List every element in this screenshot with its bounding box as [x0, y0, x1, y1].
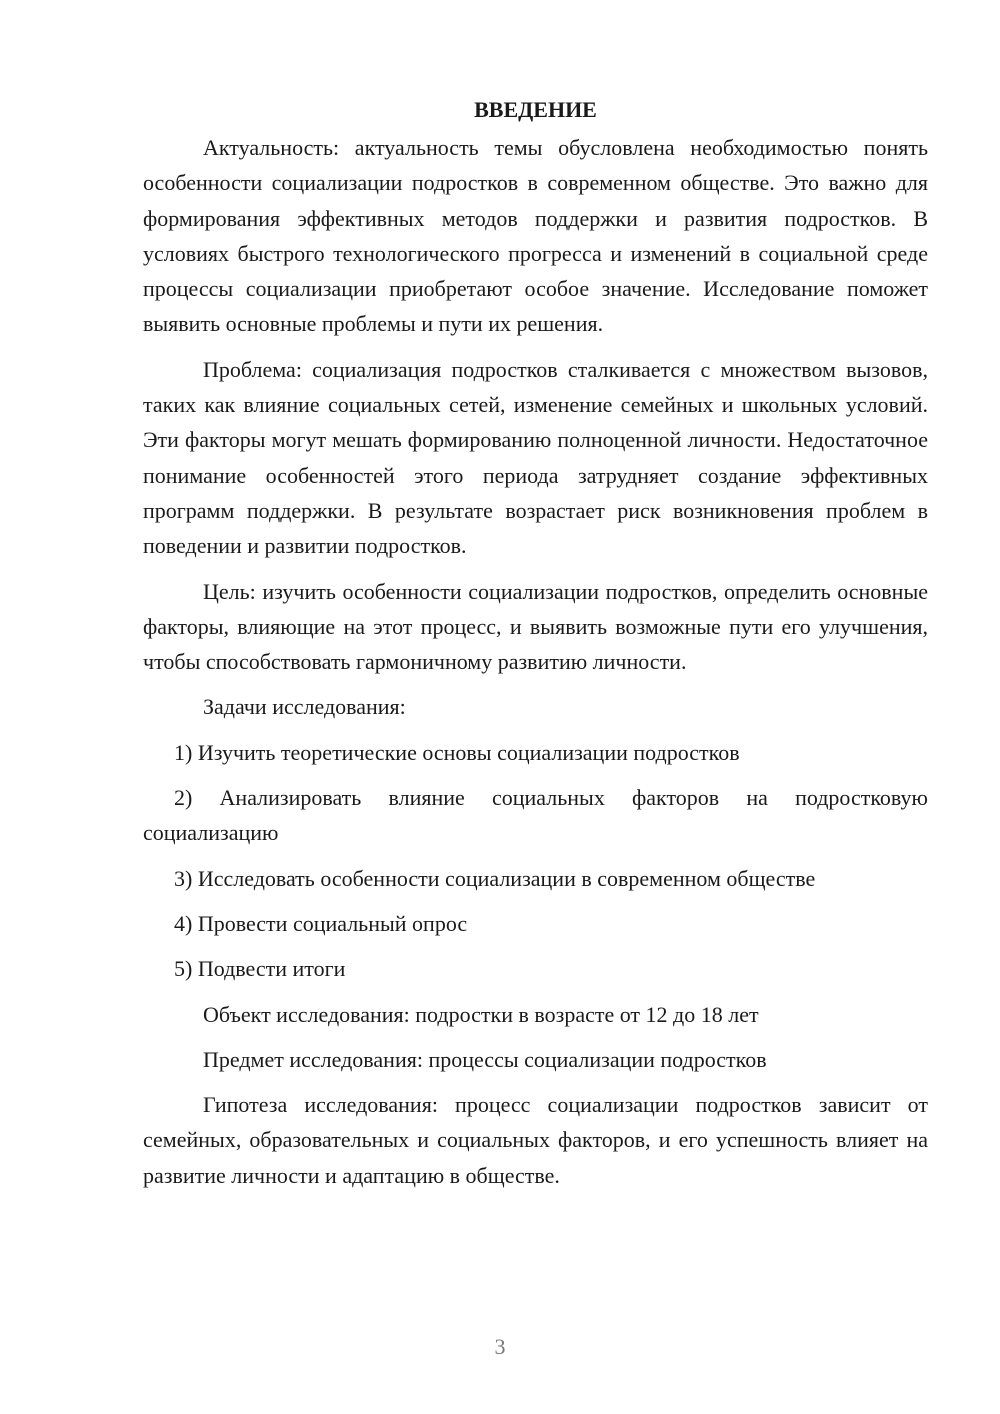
tasks-list — [143, 735, 928, 987]
task-item-2: 2) Анализировать влияние социальных факторов на подростковую социализацию — [143, 785, 928, 846]
goal-paragraph: Цель: изучить особенности социализации подростков, определить основные факторы, влияющие на этот процесс, и выявить возможные пути его улучшения, чтобы способствовать гармоничному развитию личности. — [143, 578, 928, 675]
task-item-1: 1) Изучить теоретические основы социализации подростков — [174, 739, 740, 765]
tasks-title: Задачи исследования: — [203, 694, 406, 720]
task-item-5: 5) Подвести итоги — [174, 956, 346, 982]
page-number: 3 — [494, 1334, 506, 1359]
document-page — [143, 92, 928, 1203]
relevance-paragraph: Актуальность: актуальность темы обусловлена необходимостью понять особенности социализации подростков в современном обществе. Это важно для формирования эффективных методов поддержки и развития подростков. В условиях быстрого технологического прогресса и изменений в социальной среде процессы социализации приобретают особое значение. Исследование поможет выявить основные проблемы и пути их решения. — [143, 135, 928, 337]
research-object: Объект исследования: подростки в возрасте от 12 до 18 лет — [203, 1001, 759, 1027]
research-hypothesis: Гипотеза исследования: процесс социализации подростков зависит от семейных, образовательных и социальных факторов, и его успешность влияет на развитие личности и адаптацию в обществе. — [143, 1092, 928, 1188]
problem-paragraph: Проблема: социализация подростков сталкивается с множеством вызовов, таких как влияние социальных сетей, изменение семейных и школьных условий. Эти факторы могут мешать формированию полноценной личности. Недостаточное понимание особенностей этого периода затрудняет создание эффективных программ поддержки. В результате возрастает риск возникновения проблем в поведении и развитии подростков. — [143, 356, 928, 559]
section-heading: ВВЕДЕНИЕ — [474, 97, 597, 122]
task-item-4: 4) Провести социальный опрос — [174, 910, 468, 936]
task-item-3: 3) Исследовать особенности социализации в современном обществе — [174, 865, 816, 891]
research-subject: Предмет исследования: процессы социализации подростков — [203, 1046, 767, 1072]
